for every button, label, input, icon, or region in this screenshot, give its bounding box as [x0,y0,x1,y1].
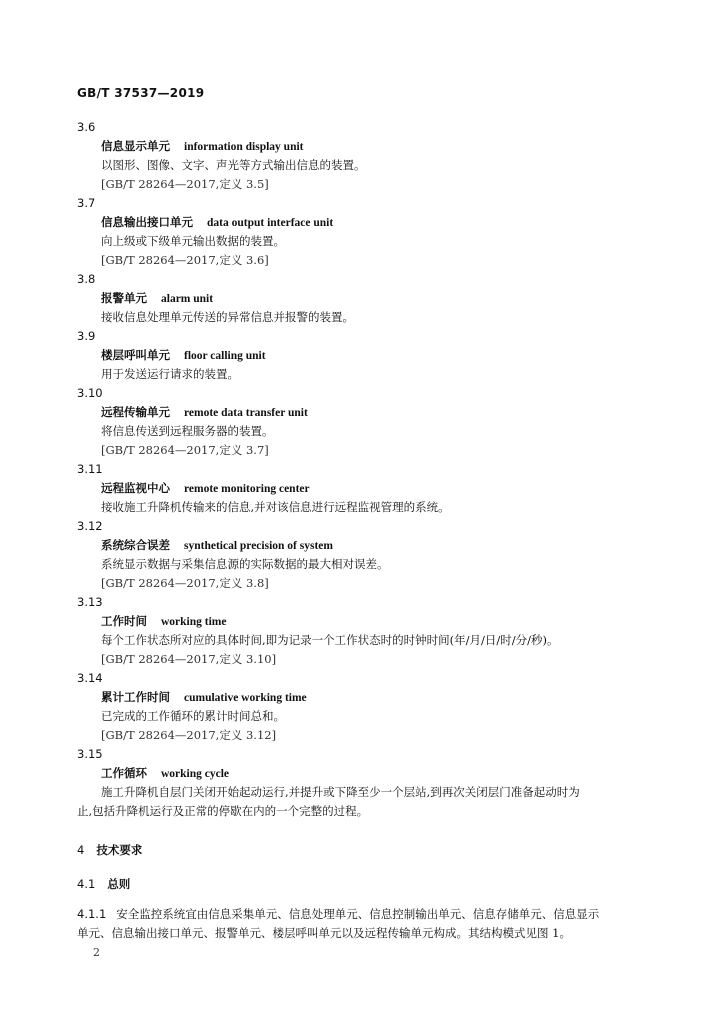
definition-text: 用于发送运行请求的装置。 [101,367,239,381]
definition-entry [77,384,649,460]
section-number: 4.1 [77,877,96,891]
definition-entry [77,118,649,194]
definition-entry [77,460,649,517]
definition-text: 接收施工升降机传输来的信息,并对该信息进行远程监视管理的系统。 [101,500,450,514]
section-title: 技术要求 [96,843,143,857]
term-line [77,479,649,498]
entry-number: 3.10 [77,386,103,400]
term-line [77,403,649,422]
term-english: working cycle [161,768,230,780]
definition-entry [77,669,649,745]
entry-number: 3.13 [77,595,103,609]
reference-citation: [GB/T 28264—2017,定义 3.6] [101,253,269,267]
term-line [77,764,649,783]
term-line [77,137,649,156]
definition-line1: 施工升降机自层门关闭开始起动运行,并提升或下降至少一个层站,到再次关闭层门准备起动时为 [101,785,580,799]
term-chinese: 系统综合误差 [101,538,170,552]
entry-number: 3.7 [77,196,96,210]
term-line [77,289,649,308]
term-chinese: 信息输出接口单元 [101,215,193,229]
definition-text: 系统显示数据与采集信息源的实际数据的最大相对误差。 [101,557,389,571]
term-chinese: 工作时间 [101,614,147,628]
section-4-heading [77,842,142,858]
term-english: data output interface unit [207,217,334,229]
definition-line2: 止,包括升降机运行及正常的停歇在内的一个完整的过程。 [77,804,369,818]
term-chinese: 累计工作时间 [101,690,170,704]
term-chinese: 工作循环 [101,766,147,780]
term-line [77,213,649,232]
term-english: remote data transfer unit [184,407,308,419]
term-chinese: 信息显示单元 [101,139,170,153]
definition-entry [77,517,649,593]
term-english: synthetical precision of system [184,540,333,552]
definition-entry [77,194,649,270]
term-line [77,612,649,631]
reference-citation: [GB/T 28264—2017,定义 3.7] [101,443,269,457]
term-english: working time [161,616,227,628]
clause-text-line2: 单元、信息输出接口单元、报警单元、楼层呼叫单元以及远程传输单元构成。其结构模式见图 1。 [77,926,571,940]
term-chinese: 远程传输单元 [101,405,170,419]
definition-text: 以图形、图像、文字、声光等方式输出信息的装置。 [101,158,366,172]
definition-text [77,783,649,821]
standard-header: GB/T 37537—2019 [77,86,205,100]
section-4-1-heading [77,876,130,892]
entry-number: 3.11 [77,462,103,476]
entry-number: 3.9 [77,329,96,343]
entry-number: 3.14 [77,671,103,685]
section-title: 总则 [107,877,131,891]
term-line [77,688,649,707]
definition-text: 接收信息处理单元传送的异常信息并报警的装置。 [101,310,354,324]
page-number: 2 [93,946,100,959]
definitions-list [77,118,649,821]
term-line [77,346,649,365]
term-line [77,536,649,555]
definition-text: 已完成的工作循环的累计时间总和。 [101,709,285,723]
term-chinese: 报警单元 [101,291,147,305]
reference-citation: [GB/T 28264—2017,定义 3.10] [101,652,277,666]
clause-4-1-1 [77,905,649,943]
definition-entry [77,327,649,384]
section-number: 4 [77,843,85,857]
term-english: cumulative working time [184,692,307,704]
clause-text-line1: 安全监控系统宜由信息采集单元、信息处理单元、信息控制输出单元、信息存储单元、信息显示 [116,907,600,921]
definition-text: 将信息传送到远程服务器的装置。 [101,424,274,438]
term-chinese: 楼层呼叫单元 [101,348,170,362]
entry-number: 3.12 [77,519,103,533]
definition-text: 向上级或下级单元输出数据的装置。 [101,234,285,248]
reference-citation: [GB/T 28264—2017,定义 3.8] [101,576,269,590]
entry-number: 3.15 [77,747,103,761]
term-english: remote monitoring center [184,483,310,495]
term-chinese: 远程监视中心 [101,481,170,495]
definition-entry [77,593,649,669]
term-english: floor calling unit [184,350,266,362]
reference-citation: [GB/T 28264—2017,定义 3.5] [101,177,269,191]
definition-entry [77,270,649,327]
entry-number: 3.8 [77,272,96,286]
entry-number: 3.6 [77,120,96,134]
definition-entry [77,745,649,821]
term-english: information display unit [184,141,304,153]
definition-text: 每个工作状态所对应的具体时间,即为记录一个工作状态时的时钟时间(年/月/日/时/分/秒)。 [101,633,559,647]
term-english: alarm unit [161,293,214,305]
reference-citation: [GB/T 28264—2017,定义 3.12] [101,728,277,742]
clause-number: 4.1.1 [77,907,107,921]
